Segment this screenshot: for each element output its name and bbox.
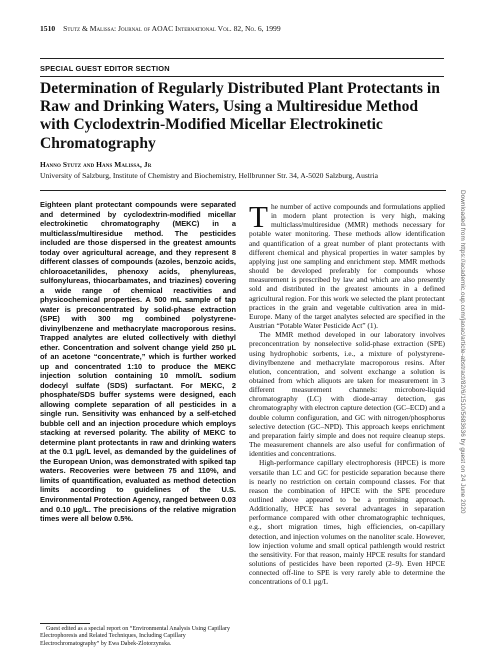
affiliation: University of Salzburg, Institute of Chemistry and Biochemistry, Hellbrunner Str. 34, A-5020 Salzburg, Austria bbox=[40, 171, 378, 180]
drop-cap: T bbox=[249, 199, 268, 234]
header-rule bbox=[40, 58, 444, 59]
section-rule bbox=[40, 76, 444, 77]
download-watermark: Downloaded from https://academic.oup.com/jaoac/article-abstract/82/6/1510/5683636 by guest on 24 June 2020 bbox=[459, 190, 466, 514]
affiliation-rule bbox=[40, 190, 446, 191]
paragraph-3: High-performance capillary electrophoresis (HPCE) is more versatile than LC and GC for pesticide separation because there is nearly no restriction on certain compound classes. For that reason the combination of HPCE with the SPE procedure outlined above appeared to be a promising approach. Additionally, HPCE has several advantages in separation performance compared with other chromatographic techniques, e.g., short migration times, high efficiencies, on-capillary detection, and injection volumes on the nanoliter scale. However, low injection volume and small optical pathlength would restrict the sensitivity. For that reason, mainly HPCE results for standard solutions of pesticides have been reported (2–9). Even HPCE connected off-line to SPE is very rarely able to determine the concentrations of 0.1 µg/L bbox=[249, 458, 445, 587]
article-title: Determination of Regularly Distributed Plant Protectants in Raw and Drinking Waters, Using a Multiresidue Method with Cyclodextrin-Modified Micellar Electrokinetic Chromatography bbox=[40, 80, 440, 152]
paragraph-2: The MMR method developed in our laboratory involves preconcentration by nonselective solid-phase extraction (SPE) using hydrophobic sorbents, i.e., a mixture of polystyrene-divinylbenzene and methacrylate macroporous resins. After elution, concentration, and solvent exchange a solution is obtained from which aliquots are taken for measurement in 3 different measurement channels: microbore-liquid chromatography (LC) with diode-array detection, gas chromatography with electron capture detection (GC–ECD) and a double column configuration, and GC with nitrogen/phosphorus selective detection (GC–NPD). This approach keeps enrichment and preparation fairly simple and does not require cleanup steps. The measurement channels are also useful for confirmation of identities and concentrations. bbox=[249, 330, 445, 459]
running-header bbox=[40, 24, 281, 33]
intro-paragraph bbox=[249, 199, 445, 331]
page-number: 1510 bbox=[40, 24, 56, 33]
journal-line: Stutz & Malissa: Journal of AOAC International Vol. 82, No. 6, 1999 bbox=[63, 24, 281, 33]
footnote-rule bbox=[40, 623, 90, 624]
author-line: Hanno Stutz and Hans Malissa, Jr bbox=[40, 160, 152, 169]
abstract: Eighteen plant protectant compounds were separated and determined by cyclodextrin-modified micellar electrokinetic chromatography (MEKC) in a multiclass/multiresidue method. The pesticides included are those dispersed in the greatest amounts today over agricultural acreage, and they represent 8 different classes of compounds (azoles, benzoic acids, chloroacetanilides, phenoxy acids, phenylureas, sulfonylureas, thiocarbamates, and triazines) covering a wide range of chemical reactivities and physicochemical properties. A 500 mL sample of tap water is preconcentrated by solid-phase extraction (SPE) with 300 mg combined polystyrene-divinylbenzene and methacrylate macroporous resins. Trapped analytes are eluted collectively with diethyl ether. Concentration and solvent change yield 250 µL of an acetone “concentrate,” which is further worked up and concentrated 1:10 to produce the MEKC injection solution containing 10 mmol/L sodium dodecyl sulfate (SDS) surfactant. For MEKC, 2 phosphate/SDS buffer systems were designed, each allowing complete separation of all pesticides in a single run. Sensitivity was enhanced by a self-etched bubble cell and an injection procedure which employs stacking at reversed polarity. The ability of MEKC to determine plant protectants in raw and drinking waters at the 0.1 µg/L level, as demanded by the guidelines of the European Union, was demonstrated with spiked tap waters. Recoveries were between 75 and 110%, and limits of quantification, evaluated as method detection limits according to guidelines of the U.S. Environmental Protection Agency, ranged between 0.03 and 0.10 µg/L. The precisions of the relative migration times were all below 0.5%. bbox=[40, 200, 236, 524]
footnote: Guest edited as a special report on “Environmental Analysis Using Capillary Electrophoresis and Related Techniques, Including Capillary Electrochromatography” by Ewa Dabek-Zlotorzynska. bbox=[40, 626, 230, 647]
body-text bbox=[249, 199, 445, 587]
section-label: SPECIAL GUEST EDITOR SECTION bbox=[40, 64, 170, 73]
paragraph-1-text: he number of active compounds and formulations applied in modern plant protection is very high, making multiclass/multiresidue (MMR) methods necessary for potable water monitoring. These methods allow identification and quantification of a great number of plant protectants with different chemical and physical properties in water samples by applying just one sampling and enrichment step. MMR methods should be developed preferably for compounds whose measurement is prescribed by law and which are also presently sold and distributed in the greatest amounts in a defined agricultural region. For this work we selected the plant protectant practices in the grain and vegetable cultivation area in mid-Europe. Many of the target analytes selected are specified in the Austrian “Potable Water Pesticide Act” (1). bbox=[249, 202, 445, 331]
